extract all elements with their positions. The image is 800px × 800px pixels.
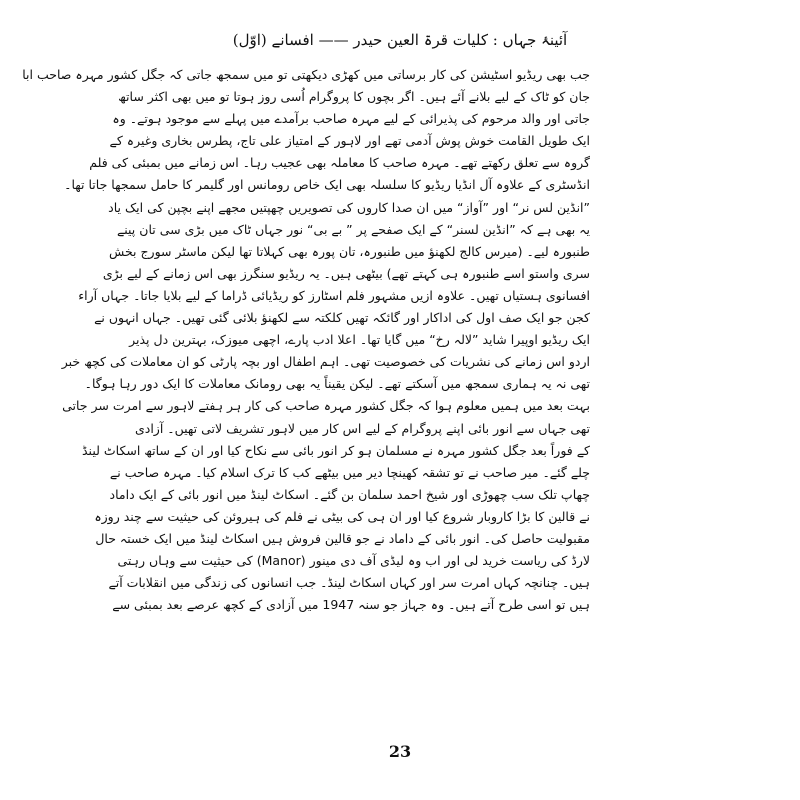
text-line: کے فوراً بعد جگل کشور مہرہ نے مسلمان ہو کر انور بائی سے نکاح کیا اور ان کے ساتھ اسکاٹ لینڈ bbox=[81, 442, 590, 458]
text-line: تھی جہاں سے انور بائی اپنے پروگرام کے لیے اس کار میں لاہور تشریف لاتی تھیں۔ آزادی bbox=[134, 420, 590, 436]
text-line: ایک ریڈیو اوپیرا شاید ”لالہ رخ“ میں گایا تھا۔ اعلا ادب پارے، اچھی میوزک، بہترین دل پذیر bbox=[129, 332, 590, 348]
text-line: بہت بعد میں ہمیں معلوم ہوا کہ جگل کشور مہرہ صاحب کی کار ہر ہفتے لاہور سے امرت سر جاتی bbox=[62, 398, 590, 414]
text-line: چھاپ تلک سب چھوڑی اور شیخ احمد سلمان بن گئے۔ اسکاٹ لینڈ میں انور بائی کے ایک داماد bbox=[109, 486, 590, 502]
text-line: ایک طویل القامت خوش پوش آدمی تھے اور لاہور کے امتیاز علی تاج، پطرس بخاری وغیرہ کے bbox=[109, 133, 590, 149]
text-line: افسانوی ہستیاں تھیں۔ علاوہ ازیں مشہور فلم اسٹارز کو ریڈیائی ڈراما کے لیے بلایا جاتا۔ جہاں آراء bbox=[78, 287, 590, 303]
text-line: مقبولیت حاصل کی۔ انور بائی کے داماد نے جو قالین فروش ہیں اسکاٹ لینڈ میں ایک خستہ حال bbox=[95, 530, 590, 546]
body-text bbox=[22, 64, 590, 616]
page-number: 23 bbox=[388, 742, 412, 761]
text-line: تھی نہ یہ ہماری سمجھ میں آسکتے تھے۔ لیکن یقیناً یہ بھی رومانک معاملات کا ایک دور رہا ہوگا۔ bbox=[84, 376, 590, 392]
text-line: جاتی اور والد مرحوم کی پذیرائی کے لیے مہرہ صاحب برآمدے میں پہلے سے موجود ہوتے۔ وہ bbox=[112, 111, 590, 127]
text-line: انڈسٹری کے علاوہ آل انڈیا ریڈیو کا سلسلہ بھی ایک خاص رومانس اور گلیمر کا حامل سمجھا جاتا تھا۔ bbox=[64, 177, 590, 193]
text-line: کجن جو ایک صف اول کی اداکار اور گائکہ تھیں کلکتہ سے لکھنؤ بلائی گئی تھیں۔ جہاں انہوں نے bbox=[94, 310, 590, 326]
running-header: آئینۂ جہاں : کلیات قرۃ العین حیدر —— افسانے (اوّل) bbox=[232, 31, 568, 49]
text-line: ہیں تو اسی طرح آتے ہیں۔ وہ جہاز جو سنہ 1947 میں آزادی کے کچھ عرصے بعد بمبئی سے bbox=[112, 597, 590, 613]
text-line: چلے گئے۔ میر صاحب نے تو تشقہ کھینچا دیر میں بیٹھے کب کا ترک اسلام کیا۔ مہرہ صاحب نے bbox=[109, 464, 590, 480]
text-line: ہیں۔ چنانچہ کہاں امرت سر اور کہاں اسکاٹ لینڈ۔ جب انسانوں کی زندگی میں انقلابات آتے bbox=[108, 575, 590, 591]
text-line: اردو اس زمانے کی نشریات کی خصوصیت تھی۔ اہم اطفال اور بچہ پارٹی کو ان معاملات کی کچھ خبر bbox=[61, 354, 590, 370]
text-line: نے قالین کا بڑا کاروبار شروع کیا اور ان ہی کی بیٹی نے فلم کی ہیروئن کی حیثیت سے چند روزہ bbox=[94, 508, 590, 524]
text-line: ”انڈین لس نر“ اور ”آواز“ میں ان صدا کاروں کی تصویریں چھپتیں مجھے اپنے بچپن کی ایک یاد bbox=[108, 199, 590, 215]
text-line: جان کو ٹاک کے لیے بلانے آئے ہیں۔ اگر بچوں کا پروگرام اُسی روز ہوتا تو میں بھی اکثر ساتھ bbox=[118, 89, 590, 105]
text-line: گروہ سے تعلق رکھتے تھے۔ مہرہ صاحب کا معاملہ بھی عجیب رہا۔ اس زمانے میں بمبئی کی فلم bbox=[89, 155, 590, 171]
text-line: طنبورہ لیے۔ (میرس کالج لکھنؤ میں طنبورہ، تان پورہ بھی کہلاتا تھا لیکن ماسٹر سورج بخش bbox=[109, 243, 590, 259]
text-line: سری واستو اسے طنبورہ ہی کہتے تھے) بیٹھی ہیں۔ یہ ریڈیو سنگرز بھی اس زمانے کے لیے بڑی bbox=[102, 265, 590, 281]
text-line: یہ بھی ہے کہ ”انڈین لسنر“ کے ایک صفحے پر ” بے بی“ نور جہاں ٹاک میں بڑی سی تان پینے bbox=[116, 221, 590, 237]
text-line: لارڈ کی ریاست خرید لی اور اب وہ لیڈی آف دی مینور (Manor) کی حیثیت سے وہاں رہتی bbox=[117, 553, 590, 569]
text-line: جب بھی ریڈیو اسٹیشن کی کار برساتی میں کھڑی دیکھتی تو میں سمجھ جاتی کہ جگل کشور مہرہ صاحب ابا bbox=[22, 67, 590, 82]
